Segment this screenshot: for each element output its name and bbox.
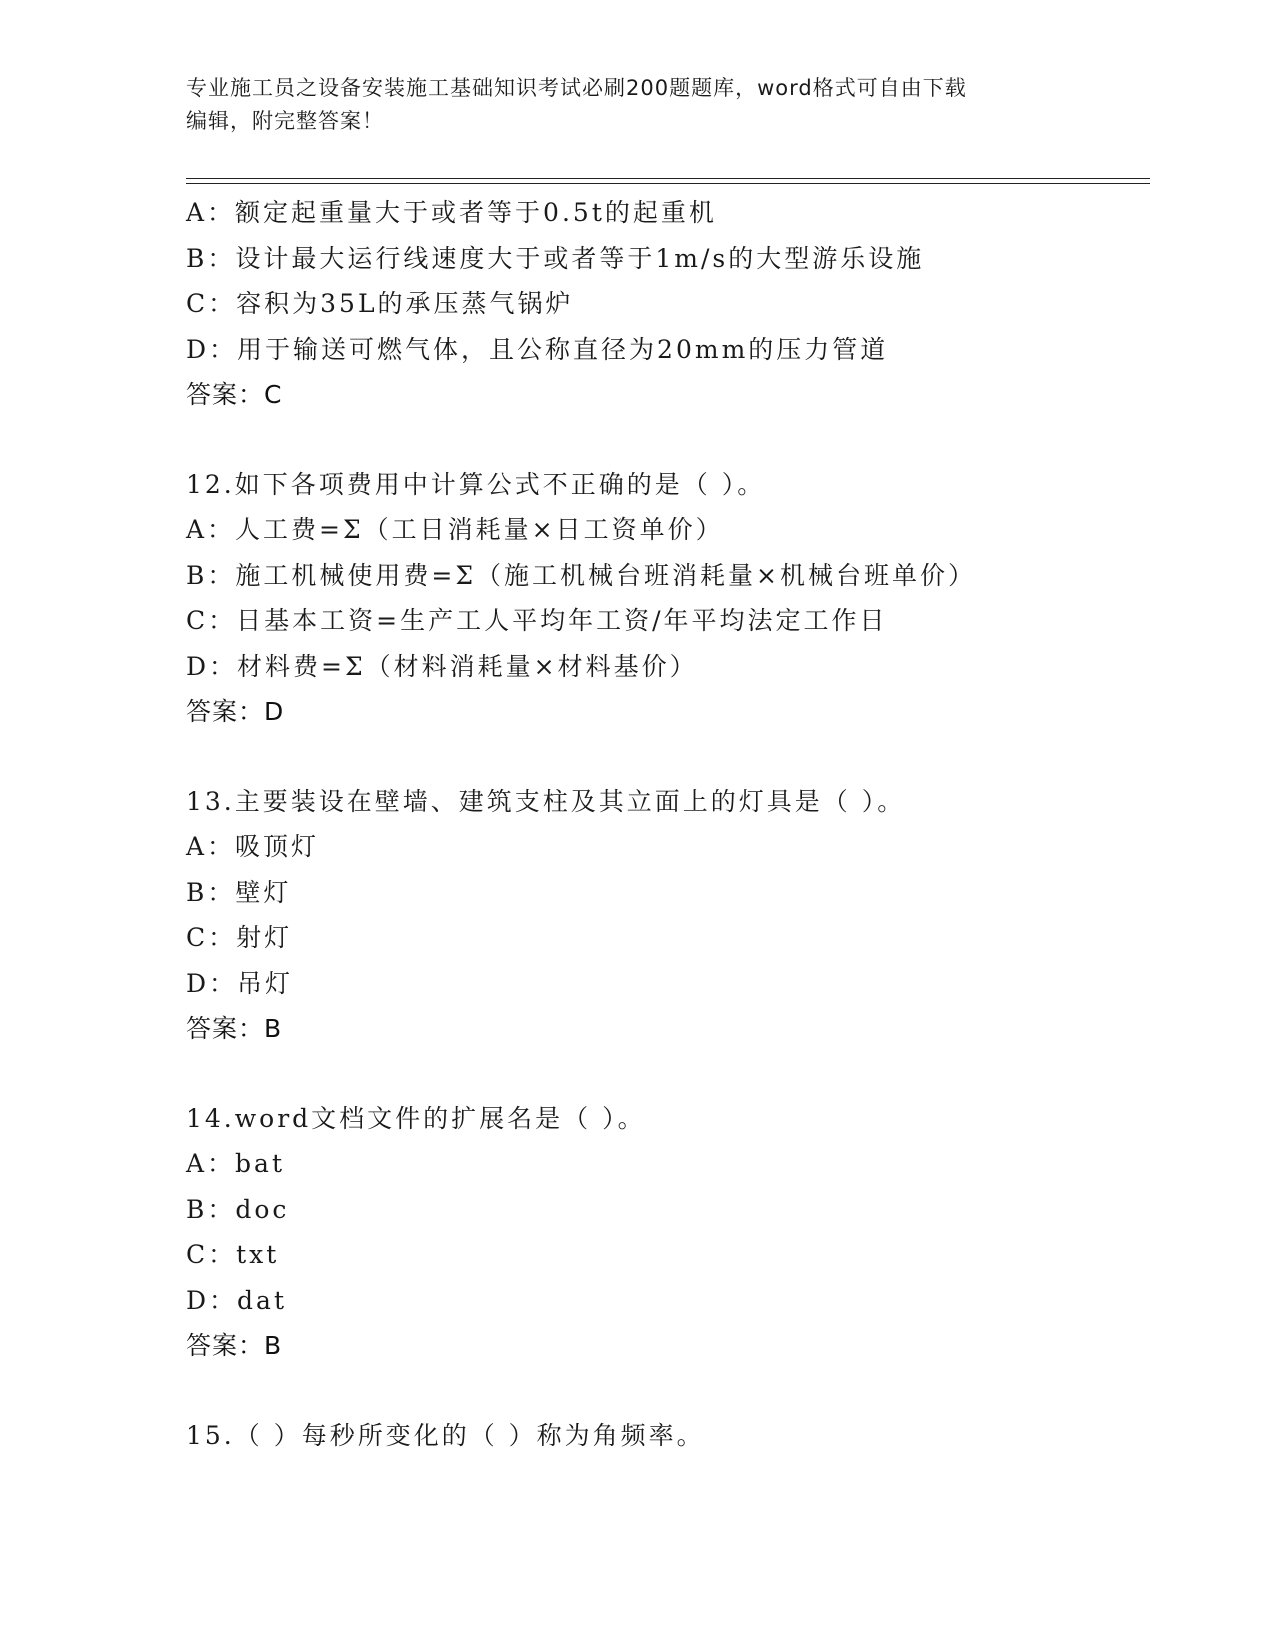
option-b: B：壁灯 [186, 877, 292, 907]
option-c: C：容积为35L的承压蒸气锅炉 [186, 289, 574, 318]
question-14 [186, 1096, 1150, 1369]
answer: 答案：C [186, 380, 283, 409]
answer: 答案：B [186, 1014, 283, 1043]
option-b: B：施工机械使用费=Σ（施工机械台班消耗量×机械台班单价） [186, 560, 976, 590]
option-c: C：日基本工资=生产工人平均年工资/年平均法定工作日 [186, 606, 888, 635]
question-12 [186, 462, 1150, 735]
header-divider-top [186, 178, 1150, 179]
option-b: B：设计最大运行线速度大于或者等于1m/s的大型游乐设施 [186, 243, 925, 273]
option-c: C：txt [186, 1240, 280, 1269]
question-stem: 13.主要装设在壁墙、建筑支柱及其立面上的灯具是（ ）。 [186, 786, 906, 816]
document-header [186, 72, 1086, 138]
answer: 答案：B [186, 1331, 283, 1360]
question-stem: 12.如下各项费用中计算公式不正确的是（ ）。 [186, 469, 766, 499]
option-c: C：射灯 [186, 923, 293, 952]
option-d: D：用于输送可燃气体，且公称直径为20mm的压力管道 [186, 334, 889, 364]
question-15 [186, 1413, 1150, 1459]
answer: 答案：D [186, 697, 285, 726]
option-d: D：材料费=Σ（材料消耗量×材料基价） [186, 651, 698, 681]
option-d: D：dat [186, 1285, 287, 1315]
option-b: B：doc [186, 1194, 290, 1224]
question-13 [186, 779, 1150, 1052]
question-list [186, 190, 1150, 1458]
question-stem: 15.（ ）每秒所变化的（ ）称为角频率。 [186, 1420, 705, 1450]
header-title-line-2: 编辑，附完整答案！ [186, 109, 384, 133]
option-a: A：bat [186, 1149, 286, 1178]
header-title-line-1: 专业施工员之设备安装施工基础知识考试必刷200题题库，word格式可自由下载 [186, 76, 967, 100]
option-a: A：吸顶灯 [186, 832, 320, 861]
question-stem: 14.word文档文件的扩展名是（ ）。 [186, 1103, 646, 1133]
header-divider-bottom [186, 183, 1150, 184]
option-a: A：人工费=Σ（工日消耗量×日工资单价） [186, 515, 724, 544]
option-a: A：额定起重量大于或者等于0.5t的起重机 [186, 198, 717, 227]
question-11 [186, 190, 1150, 418]
option-d: D：吊灯 [186, 968, 294, 998]
